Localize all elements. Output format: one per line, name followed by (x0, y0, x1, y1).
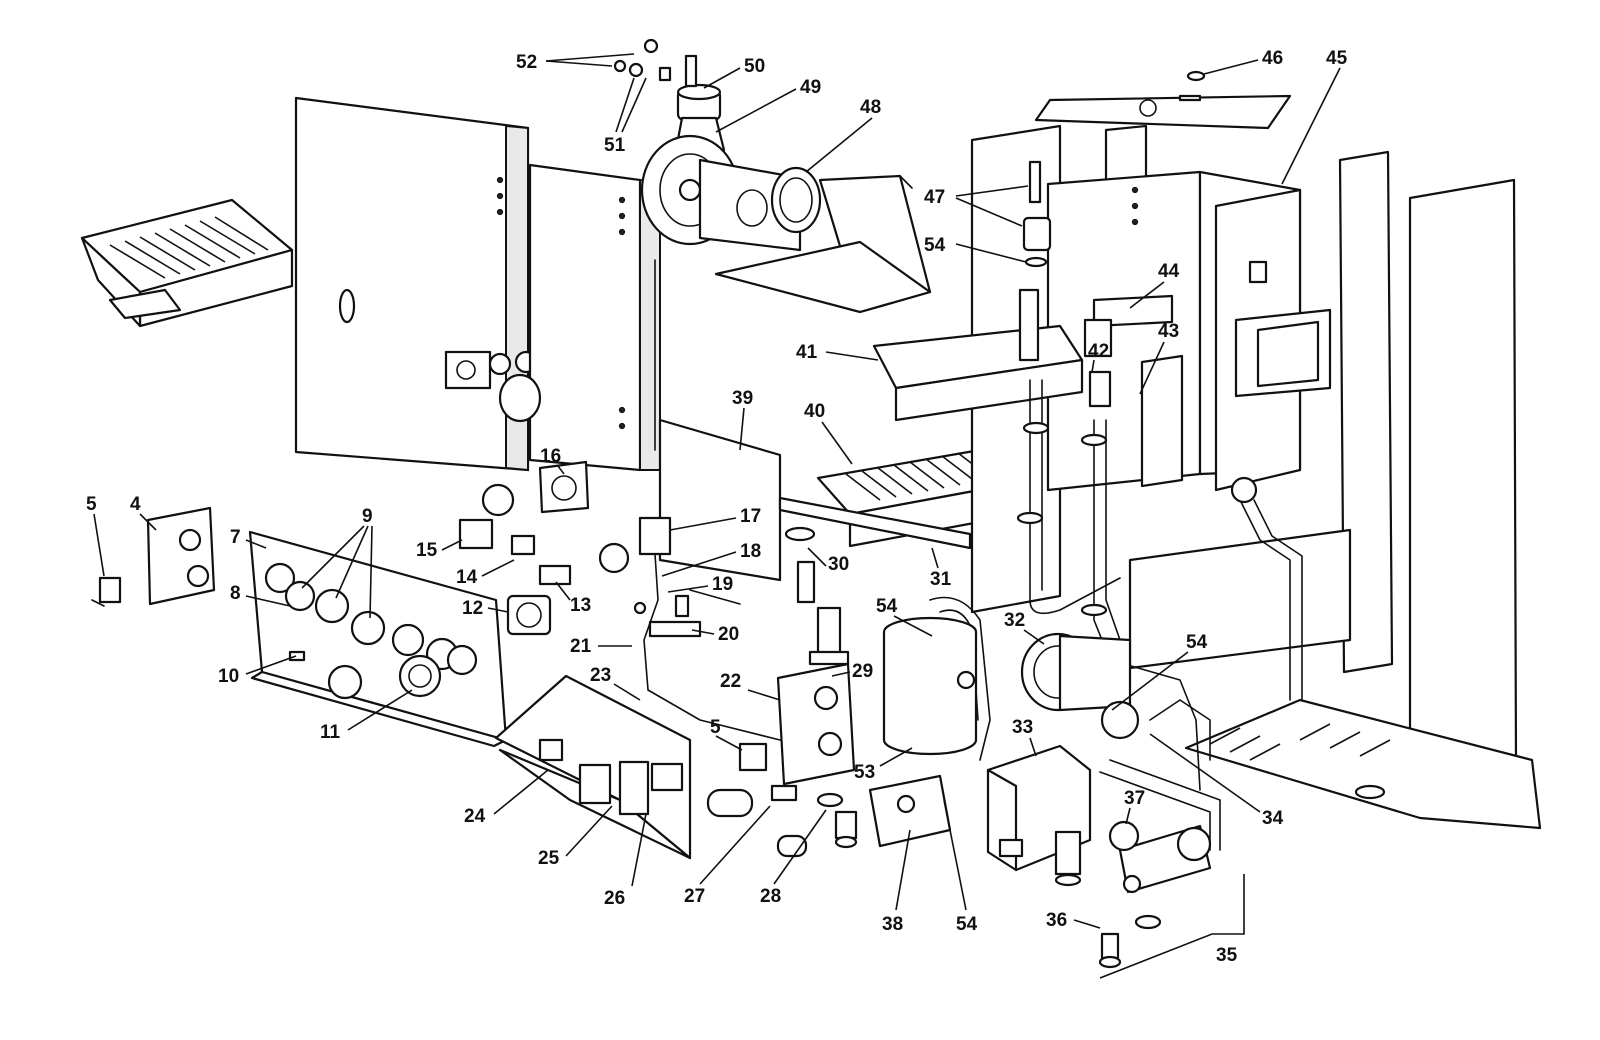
bypass-assembly (1100, 822, 1210, 967)
callout-42: 42 (1088, 341, 1110, 362)
callout-54-right: 54 (1186, 632, 1208, 653)
callout-32: 32 (1004, 610, 1026, 631)
callout-40: 40 (804, 401, 826, 422)
callout-45: 45 (1326, 48, 1348, 69)
callout-54-top: 54 (924, 235, 946, 256)
callout-25: 25 (538, 848, 560, 869)
callout-53: 53 (854, 762, 876, 783)
pump (1022, 634, 1138, 738)
callout-29: 29 (852, 661, 874, 682)
callout-18: 18 (740, 541, 762, 562)
callout-26: 26 (604, 888, 626, 909)
callout-30: 30 (828, 554, 850, 575)
callout-23: 23 (590, 665, 612, 686)
callout-31: 31 (930, 569, 952, 590)
callout-21: 21 (570, 636, 592, 657)
callout-27: 27 (684, 886, 706, 907)
callout-44: 44 (1158, 261, 1180, 282)
callout-39: 39 (732, 388, 754, 409)
callout-28: 28 (760, 886, 782, 907)
callout-33: 33 (1012, 717, 1034, 738)
callout-50: 50 (744, 56, 766, 77)
fan-and-flue-assembly (615, 40, 930, 312)
callout-36: 36 (1046, 910, 1068, 931)
callout-37: 37 (1124, 788, 1146, 809)
callout-8: 8 (230, 583, 241, 604)
callout-34: 34 (1262, 808, 1284, 829)
callout-49: 49 (800, 77, 822, 98)
callout-13: 13 (570, 595, 592, 616)
callout-14: 14 (456, 567, 478, 588)
callout-46: 46 (1262, 48, 1284, 69)
callout-43: 43 (1158, 321, 1180, 342)
callout-19: 19 (712, 574, 734, 595)
callout-20: 20 (718, 624, 740, 645)
callout-35: 35 (1216, 945, 1238, 966)
callout-54-bottom: 54 (956, 914, 978, 935)
gas-valve-main (708, 562, 854, 856)
callout-11: 11 (320, 722, 341, 743)
callout-12: 12 (462, 598, 484, 619)
callout-38: 38 (882, 914, 904, 935)
side-panel-right (1340, 152, 1516, 784)
front-casing-panel (296, 98, 536, 470)
callout-7: 7 (230, 527, 241, 548)
pcb-bracket (496, 676, 690, 858)
callout-47: 47 (924, 187, 946, 208)
spare-burner (82, 200, 292, 326)
callout-10: 10 (218, 666, 240, 687)
callout-22: 22 (720, 671, 742, 692)
expansion-vessel (884, 618, 976, 754)
callout-41: 41 (796, 342, 818, 363)
callout-17: 17 (740, 506, 762, 527)
callout-54-middle: 54 (876, 596, 898, 617)
callout-48: 48 (860, 97, 882, 118)
callout-15: 15 (416, 540, 438, 561)
callout-52: 52 (516, 52, 538, 73)
callout-5-centre: 5 (710, 717, 721, 738)
callout-24: 24 (464, 806, 486, 827)
callout-9: 9 (362, 506, 373, 527)
callout-51: 51 (604, 135, 626, 156)
gas-valve-spare (92, 508, 214, 606)
callout-5-left: 5 (86, 494, 97, 515)
callout-4: 4 (130, 494, 141, 515)
callout-16: 16 (540, 446, 562, 467)
